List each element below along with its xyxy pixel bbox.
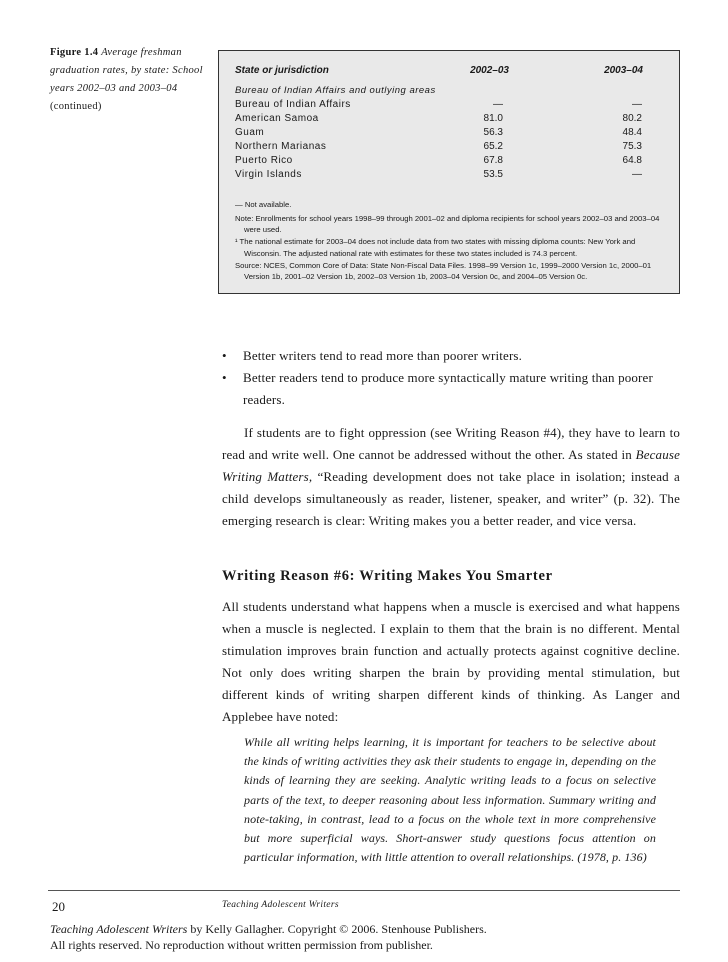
list-item-text: Better writers tend to read more than poorer writers. — [243, 348, 523, 363]
paragraph-text: If students are to fight oppression (see Writing Reason #4), they have to learn to read and write well. One cannot be addressed without the other. As stated in — [222, 425, 680, 462]
figure-label: Figure 1.4 — [50, 47, 99, 58]
header-state: State or jurisdiction — [235, 65, 329, 76]
row-value-2002-03: — — [493, 99, 503, 110]
note-enrollments: Note: Enrollments for school years 1998–99 through 2001–02 and diploma recipients for school years 2002–03 and 2003–04 were used. — [235, 213, 660, 235]
paragraph-oppression — [222, 422, 680, 532]
note-not-available: — Not available. — [235, 200, 292, 209]
subheading-text: Bureau of Indian Affairs and outlying areas — [235, 85, 436, 96]
row-value-2002-03: 67.8 — [483, 155, 503, 166]
row-state: Puerto Rico — [235, 155, 293, 166]
list-item — [220, 345, 680, 367]
bullet-list — [220, 345, 680, 411]
figure-caption-text: Average freshman graduation rates, by state: School years 2002–03 and 2003–04 — [50, 47, 203, 94]
row-state: Virgin Islands — [235, 169, 302, 180]
block-quote: While all writing helps learning, it is important for teachers to be selective about the kinds of writing activities they ask their students to engage in, depending on the kinds of learning they are seeking. Analytic writing leads to a focus on selective parts of the text, to deeper reasoning about less information. Summary writing and note-taking, in contrast, lead to a focus on the whole text in more comprehensive but more superficial ways. Short-answer study questions focus attention on particular information, with little attention to overall relationships. (1978, p. 136) — [244, 735, 656, 865]
table-header — [219, 65, 679, 81]
row-value-2003-04: 75.3 — [622, 141, 642, 152]
row-state: Bureau of Indian Affairs — [235, 99, 351, 110]
row-value-2002-03: 56.3 — [483, 127, 503, 138]
section-heading: Writing Reason #6: Writing Makes You Smarter — [222, 568, 553, 584]
footer-divider — [48, 890, 680, 891]
figure-caption-suffix: (continued) — [50, 101, 102, 112]
bullet-icon: • — [222, 370, 227, 385]
row-value-2002-03: 81.0 — [483, 113, 503, 124]
row-value-2002-03: 53.5 — [483, 169, 503, 180]
table-notes — [235, 199, 665, 283]
table-row — [219, 126, 679, 140]
row-value-2003-04: 48.4 — [622, 127, 642, 138]
bullet-icon: • — [222, 348, 227, 363]
figure-table-box — [218, 50, 680, 294]
note-national-estimate: ¹ The national estimate for 2003–04 does not include data from two states with missing diploma counts: New York and Wisconsin. The adjusted national rate with estimates for these two states included is 74.3 percent. — [235, 237, 636, 258]
table-row — [219, 112, 679, 126]
list-item-text: Better readers tend to produce more syntactically mature writing than poorer readers. — [243, 370, 653, 407]
copyright-book-title: Teaching Adolescent Writers — [50, 922, 188, 936]
page-number: 20 — [52, 899, 65, 914]
row-value-2003-04: — — [632, 99, 642, 110]
table-body — [219, 84, 679, 182]
table-row — [219, 168, 679, 182]
paragraph-smarter: All students understand what happens when a muscle is exercised and what happens when a muscle is neglected. I explain to them that the brain is no different. Mental stimulation improves brain function and actually protects against cognitive decline. Not only does writing sharpen the brain by providing mental stimulation, but different kinds of writing sharpen different kinds of thinking. As Langer and Applebee have noted: — [222, 599, 680, 724]
list-item — [220, 367, 680, 411]
table-row — [219, 140, 679, 154]
row-state: Guam — [235, 127, 265, 138]
book-title-reference: Because Writing Matters, — [222, 447, 680, 484]
table-row — [219, 154, 679, 168]
row-value-2003-04: 64.8 — [622, 155, 642, 166]
header-2003-04: 2003–04 — [604, 65, 643, 76]
paragraph-text-cont: “Reading development does not take place in isolation; instead a child develops simultaneously as reader, listener, speaker, and writer” (p. 32). The emerging research is clear: Writing makes you a better reader, and vice versa. — [222, 469, 680, 528]
table-subheading — [219, 84, 679, 98]
row-state: American Samoa — [235, 113, 319, 124]
copyright-rights: All rights reserved. No reproduction without written permission from publisher. — [50, 938, 433, 952]
note-source: Source: NCES, Common Core of Data: State Non-Fiscal Data Files. 1998–99 Version 1c, 1999–2000 Version 1c, 2000–01 Version 1b, 2001–02 Version 1b, 2002–03 Version 1b, 2003–04 Version 0c, and 2004–05 Version 0c. — [235, 260, 652, 282]
copyright-text: by Kelly Gallagher. Copyright © 2006. Stenhouse Publishers. — [187, 922, 487, 936]
figure-caption — [50, 44, 210, 116]
table-row — [219, 98, 679, 112]
row-state: Northern Marianas — [235, 141, 327, 152]
running-head: Teaching Adolescent Writers — [222, 900, 339, 910]
copyright-notice — [50, 921, 487, 953]
header-2002-03: 2002–03 — [470, 65, 509, 76]
row-value-2003-04: 80.2 — [622, 113, 642, 124]
row-value-2002-03: 65.2 — [483, 141, 503, 152]
row-value-2003-04: — — [632, 169, 642, 180]
